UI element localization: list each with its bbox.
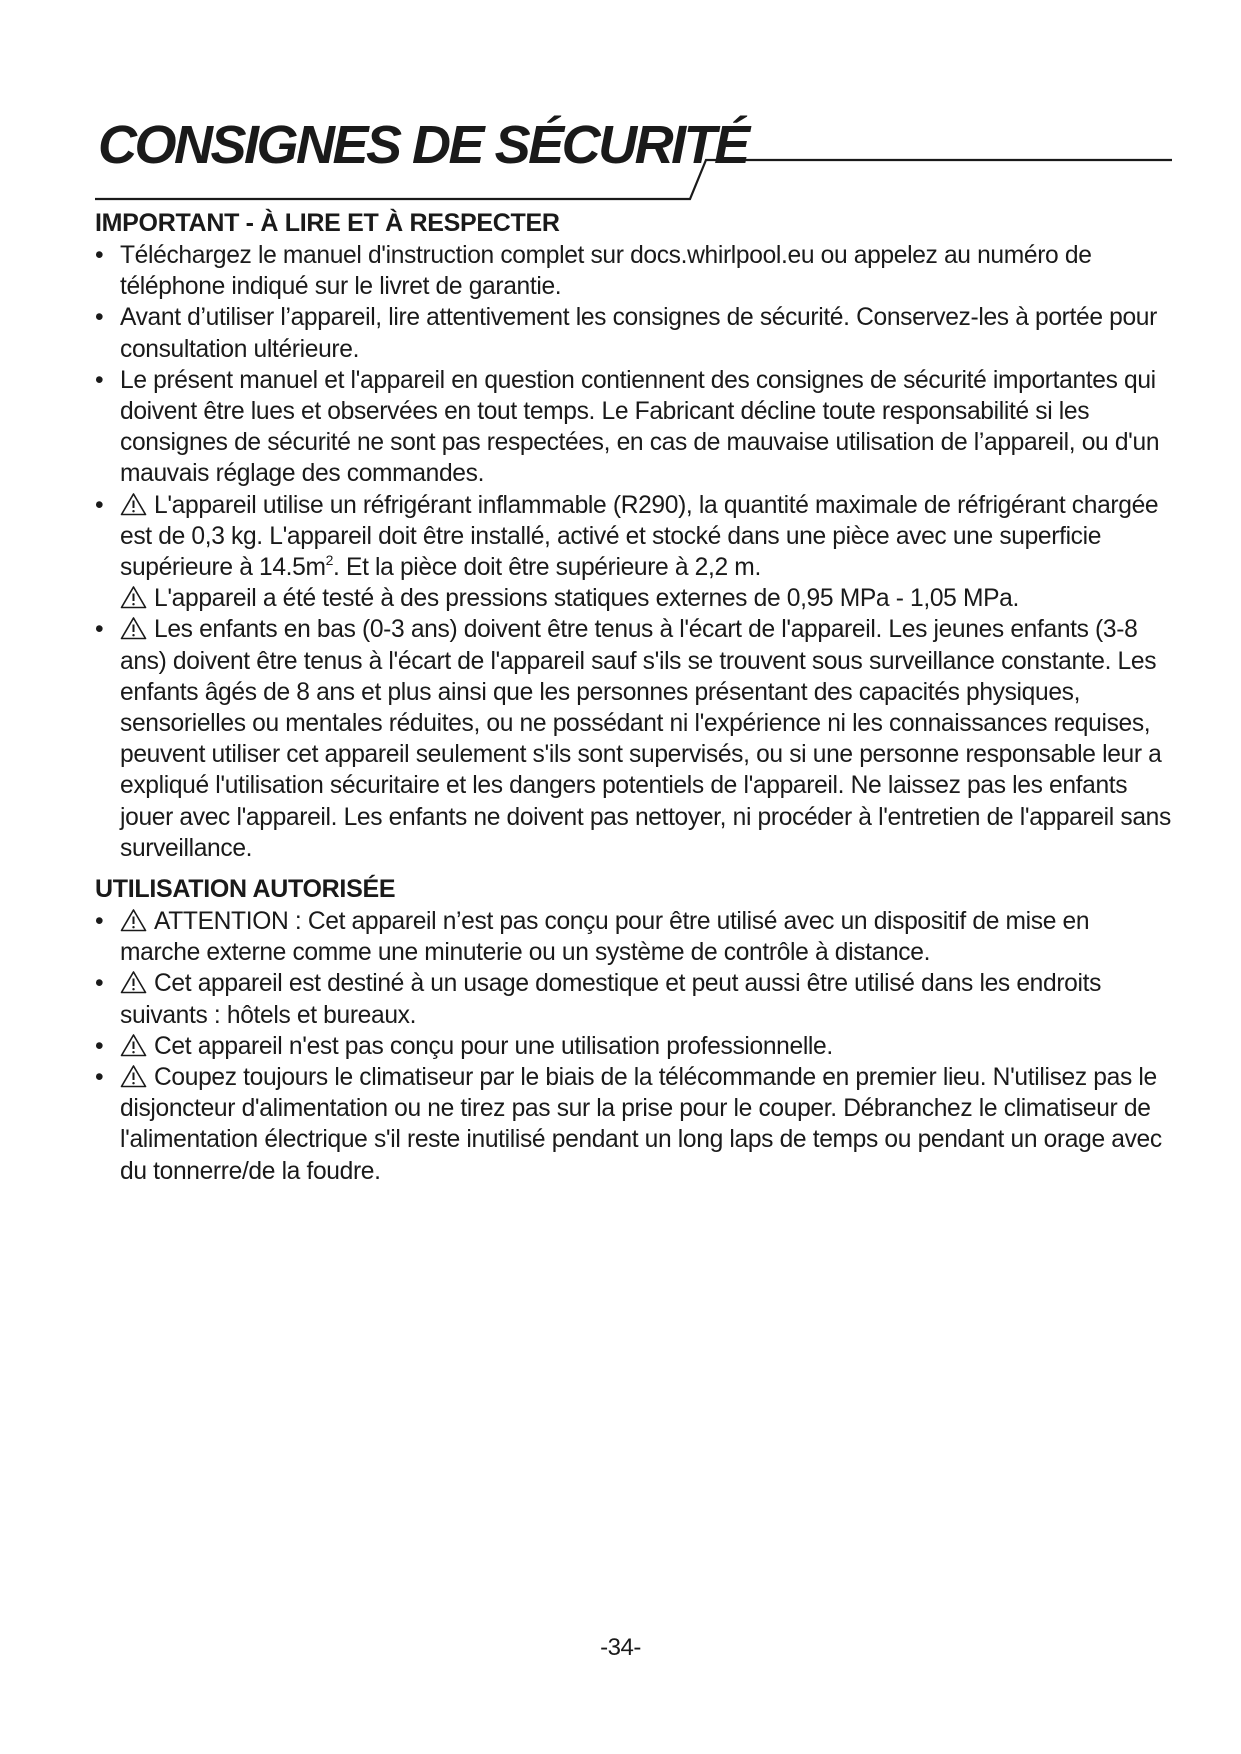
warning-triangle-icon bbox=[120, 970, 147, 994]
list-item bbox=[95, 906, 1175, 968]
title-underline-rule bbox=[0, 0, 1241, 210]
bullet-icon: • bbox=[95, 970, 104, 998]
warning-triangle-icon bbox=[120, 908, 147, 932]
bullet-icon: • bbox=[95, 616, 104, 644]
warning-triangle-icon bbox=[120, 1064, 147, 1088]
item-text-continued: . Et la pièce doit être supérieure à 2,2 m. bbox=[333, 554, 761, 582]
important-list bbox=[95, 240, 1175, 864]
item-text: Les enfants en bas (0-3 ans) doivent être tenus à l'écart de l'appareil. Les jeunes enfants (3-8 ans) doivent être tenus à l'écart de l'appareil sauf s'ils se trouvent sous surveillance constante. Les enfants âgés de 8 ans et plus ainsi que les personnes présentant des capacités physiques, sensorielles ou mentales réduites, ou ne possédant ni l'expérience ni les connaissances requises, peuvent utiliser cet appareil seulement s'ils sont supervisés, ou si une personne responsable leur a expliqué l'utilisation sécuritaire et les dangers potentiels de l'appareil. Ne laissez pas les enfants jouer avec l'appareil. Les enfants ne doivent pas nettoyer, ni procéder à l'entretien de l'appareil sans surveillance. bbox=[120, 616, 1171, 862]
section-heading-authorized-use: UTILISATION AUTORISÉE bbox=[95, 875, 396, 904]
list-item bbox=[95, 968, 1175, 1030]
superscript-two: 2 bbox=[325, 552, 334, 569]
item-text: Le présent manuel et l'appareil en question contiennent des consignes de sécurité importantes qui doivent être lues et observées en tout temps. Le Fabricant décline toute responsabilité si les consignes de sécurité ne sont pas respectées, en cas de mauvaise utilisation de l’appareil, ou d'un mauvais réglage des commandes. bbox=[120, 366, 1160, 488]
section-heading-important: IMPORTANT - À LIRE ET À RESPECTER bbox=[95, 209, 560, 237]
item-text: Coupez toujours le climatiseur par le biais de la télécommande en premier lieu. N'utilisez pas le disjoncteur d'alimentation ou ne tirez pas sur la prise pour le couper. Débranchez le climatiseur de l'alimentation électrique s'il reste inutilisé pendant un long laps de temps ou pendant un orage avec du tonnerre/de la foudre. bbox=[120, 1064, 1162, 1185]
bullet-icon: • bbox=[95, 491, 104, 519]
warning-triangle-icon bbox=[120, 492, 147, 516]
bullet-icon: • bbox=[95, 304, 104, 332]
bullet-icon: • bbox=[95, 366, 104, 394]
item-text: Avant d’utiliser l’appareil, lire attentivement les consignes de sécurité. Conservez-les à portée pour consultation ultérieure. bbox=[120, 304, 1157, 363]
warning-triangle-icon bbox=[120, 1033, 147, 1057]
list-item bbox=[95, 614, 1175, 864]
item-text: L'appareil a été testé à des pressions statiques externes de 0,95 MPa - 1,05 MPa. bbox=[154, 585, 1019, 613]
list-item bbox=[95, 1031, 1175, 1062]
bullet-icon: • bbox=[95, 1064, 104, 1092]
item-text: ATTENTION : Cet appareil n’est pas conçu pour être utilisé avec un dispositif de mise en marche externe comme une minuterie ou un système de contrôle à distance. bbox=[120, 908, 1090, 967]
item-text: Téléchargez le manuel d'instruction complet sur docs.whirlpool.eu ou appelez au numéro de téléphone indiqué sur le livret de garantie. bbox=[120, 242, 1092, 301]
bullet-icon: • bbox=[95, 1032, 104, 1060]
item-text: L'appareil utilise un réfrigérant inflammable (R290), la quantité maximale de réfrigérant chargée est de 0,3 kg. L'appareil doit être installé, activé et stocké dans une pièce avec une superficie supérieure à 14.5m bbox=[120, 491, 1159, 582]
list-item bbox=[95, 365, 1175, 490]
item-text: Cet appareil est destiné à un usage domestique et peut aussi être utilisé dans les endroits suivants : hôtels et bureaux. bbox=[120, 970, 1102, 1029]
page-title: CONSIGNES DE SÉCURITÉ bbox=[98, 115, 748, 175]
page-number: -34- bbox=[600, 1634, 641, 1661]
list-item bbox=[95, 240, 1175, 302]
safety-content bbox=[95, 206, 1175, 1187]
bullet-icon: • bbox=[95, 908, 104, 936]
warning-triangle-icon bbox=[120, 585, 147, 609]
pressure-note bbox=[120, 583, 1175, 614]
list-item bbox=[95, 490, 1175, 615]
item-text: Cet appareil n'est pas conçu pour une utilisation professionnelle. bbox=[154, 1032, 833, 1060]
authorized-use-list bbox=[95, 906, 1175, 1187]
bullet-icon: • bbox=[95, 242, 104, 269]
warning-triangle-icon bbox=[120, 616, 147, 640]
list-item bbox=[95, 302, 1175, 364]
list-item bbox=[95, 1062, 1175, 1187]
